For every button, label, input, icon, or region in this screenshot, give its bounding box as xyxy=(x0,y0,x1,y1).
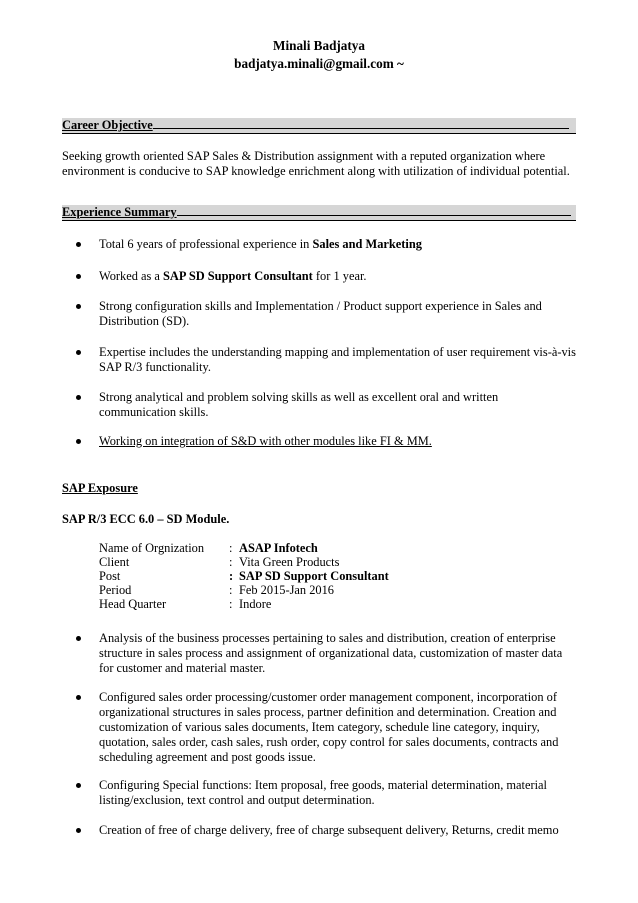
bullet-icon xyxy=(76,695,81,700)
bullet-icon xyxy=(76,242,81,247)
bullet-icon xyxy=(76,439,81,444)
resume-page: Minali Badjatya badjatya.minali@gmail.com ~ Career Objective Seeking growth oriented SAP Sales & Distribution assignment with a reputed organization where environment is conducive to SAP knowledge enrichment along with utilization of individual potential. Experience Summary Total 6 years of professional experience in Sales and Marketing Worked as a SAP SD Support Consultant for 1 year. Strong configuration skills and Implementation / Product support experience in Sales and Distribution (SD). Expertise includes the understanding mapping and implementation of user requirement vis-à-vis SAP R/3 functionality. Strong analytical and problem solving skills as well as excellent oral and written communication skills. Working on integration of S&D with other modules like FI & MM. SAP Exposure SAP R/3 ECC 6.0 – SD Module. Name of Orgnization : ASAP Infotech Client : Vita Green Products Post : SAP SD Support Consultant Period : Feb 2015-Jan 2016 Head Quarter : Indore Analysis of the business processes pertaining to sales and distribution, creation of enterprise structure in sales process and assignment of organizational data, customization of master data for customer and material master. Configured sales order processing/customer order management component, incorporation of organizational structures in sales process, partner definition and determination. Creation and customization of various sales documents, Item category, schedule line category, inquiry, quotation, sales order, cash sales, rush order, copy control for sales documents, contracts and scheduling agreement and post goods issue. Configuring Special functions: Item proposal, free goods, material determination, material listing/exclusion, text control and output determination. Creation of free of charge delivery, free of charge subsequent delivery, Returns, credit memo xyxy=(0,0,638,903)
resume-header xyxy=(0,37,638,73)
career-objective-title: Career Objective xyxy=(62,118,153,132)
bullet-icon xyxy=(76,274,81,279)
info-row: Head Quarter : Indore xyxy=(99,597,272,611)
experience-summary-title: Experience Summary xyxy=(62,205,177,219)
bullet-icon xyxy=(76,636,81,641)
experience-summary-heading xyxy=(62,205,576,221)
sap-exposure-heading: SAP Exposure xyxy=(62,481,138,495)
bullet-icon xyxy=(76,350,81,355)
bullet-icon xyxy=(76,783,81,788)
info-row: Post : SAP SD Support Consultant xyxy=(99,569,389,583)
bullet-icon xyxy=(76,395,81,400)
info-row: Period : Feb 2015-Jan 2016 xyxy=(99,583,334,597)
heading-rule xyxy=(153,128,569,129)
project-info-table xyxy=(99,541,579,611)
info-row: Name of Orgnization : ASAP Infotech xyxy=(99,541,318,555)
bullet-icon xyxy=(76,304,81,309)
career-objective-text: Seeking growth oriented SAP Sales & Distribution assignment with a reputed organization where environment is conducive to SAP knowledge enrichment along with utilization of individual potential. xyxy=(62,149,570,178)
candidate-name: Minali Badjatya xyxy=(273,38,365,53)
bullet-icon xyxy=(76,828,81,833)
candidate-email: badjatya.minali@gmail.com ~ xyxy=(234,56,404,71)
heading-rule xyxy=(177,215,571,216)
career-objective-heading xyxy=(62,118,576,134)
sap-module-heading: SAP R/3 ECC 6.0 – SD Module. xyxy=(62,512,230,526)
info-row: Client : Vita Green Products xyxy=(99,555,340,569)
